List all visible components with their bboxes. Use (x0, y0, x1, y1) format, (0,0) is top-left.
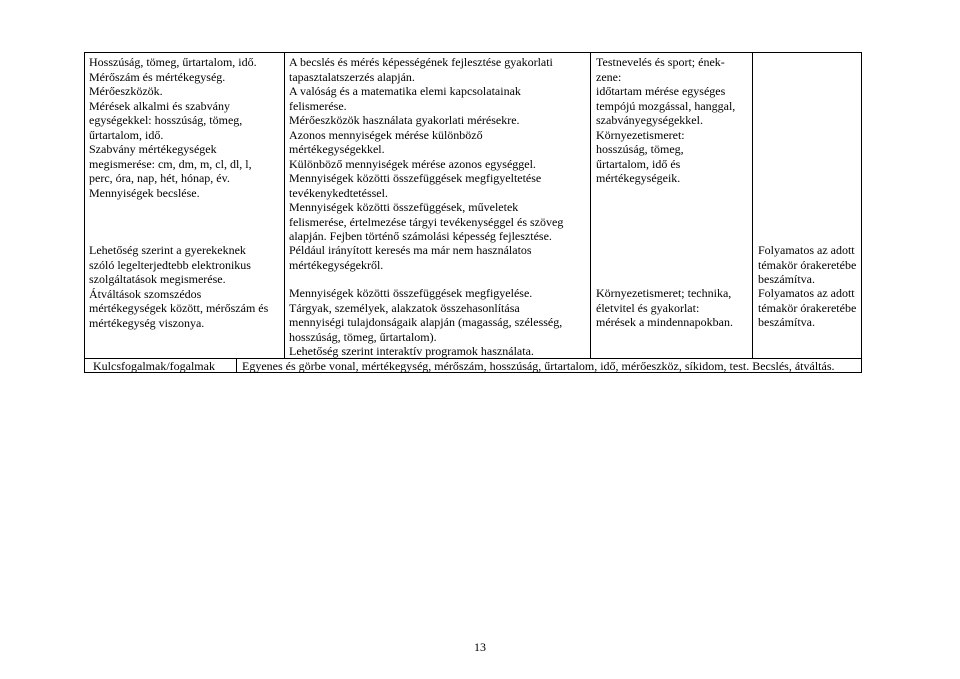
text-line: időtartam mérése egységes (596, 84, 726, 98)
text-line: Például irányított keresés ma már nem használatos (289, 243, 532, 257)
text-line: mértékegység viszonya. (89, 315, 205, 330)
text-line: Mennyiségek közötti összefüggések, műveletek (289, 200, 519, 214)
text-line: űrtartalom, idő. (89, 127, 164, 142)
time-frame-cell (758, 286, 856, 330)
text-line: tempójú mozgással, hanggal, (596, 98, 736, 113)
text-line: zene: (596, 69, 622, 84)
time-frame-cell (758, 243, 856, 287)
column-divider-1 (284, 52, 285, 358)
text-line: Testnevelés és sport; ének- (596, 55, 725, 69)
column-divider-3 (752, 52, 753, 358)
key-concepts-text: Egyenes és görbe vonal, mértékegység, mérőszám, hosszúság, űrtartalom, idő, mérőeszköz, síkidom, test. Becslés, átváltás. (242, 359, 835, 373)
text-line: űrtartalom, idő és (596, 156, 681, 171)
topic-content-cell (89, 55, 257, 200)
cross-curricular-cell (596, 286, 733, 330)
text-line: mennyiségi tulajdonságaik alapján (magasság, szélesség, (289, 315, 563, 329)
text-line: Azonos mennyiségek mérése különböző (289, 127, 483, 142)
topic-content-cell (89, 243, 268, 330)
development-tasks-cell (289, 55, 563, 244)
text-line: alapján. Fejben történő számolási képesség fejlesztése. (289, 229, 552, 243)
column-divider-footer (236, 358, 237, 373)
text-line: Szabvány mértékegységek (89, 142, 217, 156)
text-line: beszámítva. (758, 272, 815, 286)
text-line: szabványegységekkel. (596, 113, 703, 127)
text-line: Tárgyak, személyek, alakzatok összehasonlítása (289, 300, 520, 315)
text-line: Hosszúság, tömeg, űrtartalom, idő. (89, 55, 257, 69)
cross-curricular-cell (596, 55, 735, 186)
text-line: Mérőeszközök. (89, 84, 163, 98)
text-line: mértékegységek között, mérőszám és (89, 301, 269, 315)
text-line: A valóság és a matematika elemi kapcsolatainak (289, 84, 521, 98)
text-line: témakör órakeretébe (758, 300, 857, 315)
text-line: témakör órakeretébe (758, 257, 857, 272)
text-line: felismerése, értelmezése tárgyi tevékenységgel és szöveg (289, 214, 564, 229)
text-line: Mennyiségek közötti összefüggések megfigyelése. (289, 286, 533, 300)
text-line: Mérőeszközök használata gyakorlati mérésekre. (289, 113, 520, 127)
text-line: mérések a mindennapokban. (596, 315, 733, 329)
text-line: tapasztalatszerzés alapján. (289, 69, 415, 84)
text-line: Folyamatos az adott (758, 286, 855, 300)
text-line: életvitel és gyakorlat: (596, 300, 700, 315)
text-line: Lehetőség szerint interaktív programok használata. (289, 344, 534, 358)
text-line: Mérések alkalmi és szabvány (89, 98, 230, 113)
text-line: Környezetismeret; technika, (596, 286, 732, 300)
text-line: mértékegységekről. (289, 257, 384, 272)
text-line: beszámítva. (758, 315, 815, 329)
development-tasks-cell (289, 243, 532, 272)
text-line: Különböző mennyiségek mérése azonos egységgel. (289, 156, 536, 171)
column-divider-2 (590, 52, 591, 358)
text-line: Folyamatos az adott (758, 243, 855, 257)
key-concepts-label: Kulcsfogalmak/fogalmak (93, 359, 215, 373)
text-line: megismerése: cm, dm, m, cl, dl, l, (89, 156, 252, 171)
text-line: Mennyiségek becslése. (89, 185, 200, 200)
text-line: mértékegységekkel. (289, 142, 385, 156)
development-tasks-cell (289, 286, 562, 359)
text-line: hosszúság, tömeg, (596, 142, 684, 156)
text-line: perc, óra, nap, hét, hónap, év. (89, 171, 230, 185)
text-line: szóló legelterjedtebb elektronikus (89, 257, 251, 272)
text-line: egységekkel: hosszúság, tömeg, (89, 113, 243, 127)
page-number: 13 (474, 640, 486, 654)
text-line: tevékenykedtetéssel. (289, 185, 388, 200)
text-line: Mennyiségek közötti összefüggések megfigyeltetése (289, 171, 542, 185)
text-line: Átváltások szomszédos (89, 286, 202, 301)
text-line: szolgáltatások megismerése. (89, 272, 226, 286)
text-line: mértékegységeik. (596, 171, 681, 185)
text-line: hosszúság, tömeg, űrtartalom). (289, 329, 437, 344)
text-line: Lehetőség szerint a gyerekeknek (89, 243, 246, 257)
text-line: Környezetismeret: (596, 127, 685, 142)
text-line: felismerése. (289, 98, 347, 113)
text-line: Mérőszám és mértékegység. (89, 69, 226, 84)
text-line: A becslés és mérés képességének fejlesztése gyakorlati (289, 55, 553, 69)
